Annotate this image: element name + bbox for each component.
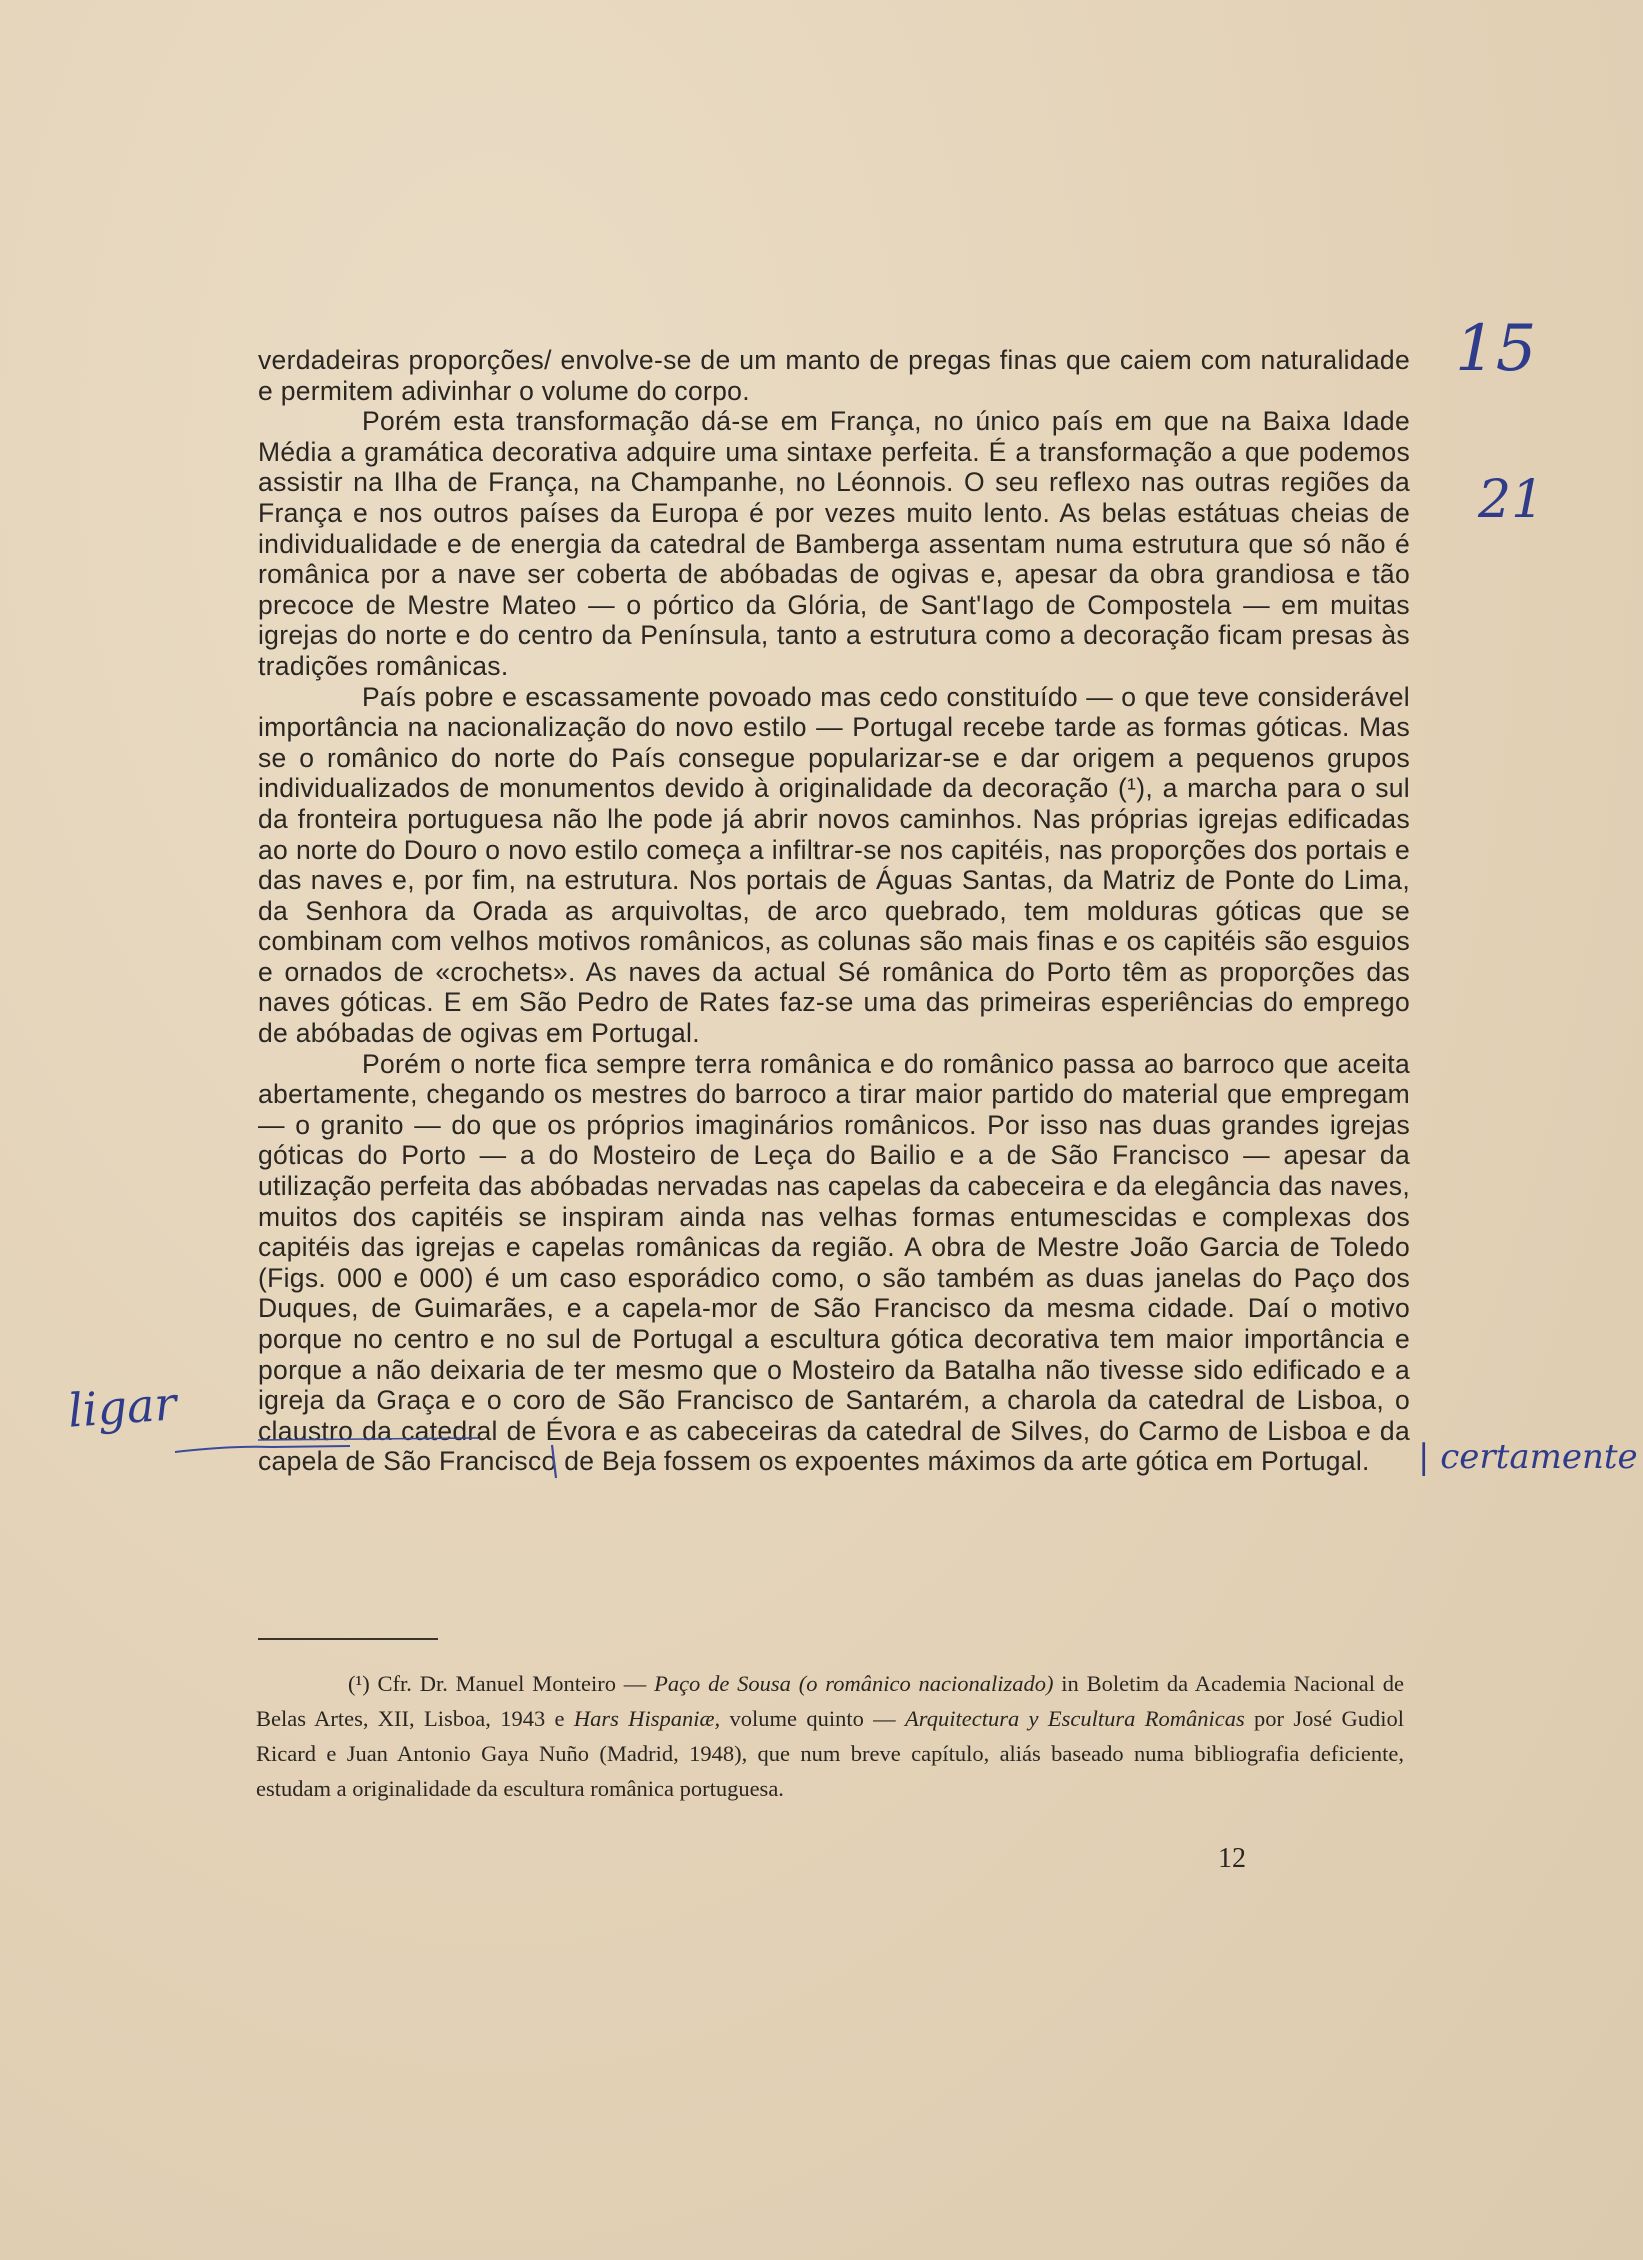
handwritten-note-right: | certamente bbox=[1418, 1437, 1638, 1477]
footnote-title-1: Paço de Sousa (o românico nacionalizado) bbox=[654, 1671, 1054, 1696]
paragraph-1: verdadeiras proporções/ envolve-se de um manto de pregas finas que caiem com naturalidade e permitem adivinhar o volume do corpo. bbox=[258, 345, 1410, 406]
footnote-tail: por José Gudiol Ricard e Juan Antonio Gaya Nuño (Madrid, 1948), que num breve capítulo, aliás baseado numa bibliografia deficiente, estudam a originalidade da escultura românica portuguesa. bbox=[256, 1706, 1404, 1801]
footnote-mid-2: volume quinto — bbox=[720, 1706, 906, 1731]
footnote-mid-1: in Boletim da Academia Nacional de Belas Artes, XII, Lisboa, 1943 e bbox=[256, 1671, 1405, 1731]
footnote-1 bbox=[256, 1666, 1404, 1806]
handwritten-mark-top-right: 15 bbox=[1455, 312, 1537, 386]
footnote-lead: (¹) Cfr. Dr. Manuel Monteiro — bbox=[348, 1671, 655, 1696]
footnotes bbox=[256, 1666, 1404, 1806]
handwritten-mark-right: 21 bbox=[1478, 470, 1545, 530]
paragraph-3: País pobre e escassamente povoado mas cedo constituído — o que teve considerável importância na nacionalização do novo estilo — Portugal recebe tarde as formas góticas. Mas se o românico do norte do País consegue popularizar-se e dar origem a pequenos grupos individualizados de monumentos devido à originalidade da decoração (¹), a marcha para o sul da fronteira portuguesa não lhe pode já abrir novos caminhos. Nas próprias igrejas edificadas ao norte do Douro o novo estilo começa a infiltrar-se nos capitéis, nas proporções dos portais e das naves e, por fim, na estrutura. Nos portais de Águas Santas, da Matriz de Ponte do Lima, da Senhora da Orada as arquivoltas, de arco quebrado, tem molduras góticas que se combinam com velhos motivos românicos, as colunas são mais finas e os capitéis são esguios e ornados de «crochets». As naves da actual Sé românica do Porto têm as proporções das naves góticas. E em São Pedro de Rates faz-se uma das primeiras esperiências do emprego de abóbadas de ogivas em Portugal. bbox=[258, 681, 1410, 1049]
body-text bbox=[258, 345, 1410, 1477]
handwritten-note-left: ligar bbox=[66, 1376, 179, 1438]
footnote-divider bbox=[258, 1638, 438, 1640]
paragraph-2: Porém esta transformação dá-se em França, no único país em que na Baixa Idade Média a gramática decorativa adquire uma sintaxe perfeita. É a transformação a que podemos assistir na Ilha de França, na Champanhe, no Léonnois. O seu reflexo nas outras regiões da França e nos outros países da Europa é por vezes muito lento. As belas estátuas cheias de individualidade e de energia da catedral de Bamberga assentam numa estrutura que só não é românica por a nave ser coberta de abóbadas de ogivas e, apesar da obra grandiosa e tão precoce de Mestre Mateo — o pórtico da Glória, de Sant'Iago de Compostela — em muitas igrejas do norte e do centro da Península, tanto a estrutura como a decoração ficam presas às tradições românicas. bbox=[258, 406, 1410, 681]
page-number: 12 bbox=[1218, 1843, 1246, 1874]
footnote-title-2: Hars Hispaniæ, bbox=[573, 1706, 721, 1731]
paragraph-4: Porém o norte fica sempre terra românica e do românico passa ao barroco que aceita abertamente, chegando os mestres do barroco a tirar maior partido do material que empregam — o granito — do que os próprios imaginários românicos. Por isso nas duas grandes igrejas góticas do Porto — a do Mosteiro de Leça do Bailio e a de São Francisco — apesar da utilização perfeita das abóbadas nervadas nas capelas da cabeceira e da elegância das naves, muitos dos capitéis se inspiram ainda nas velhas formas entumescidas e complexas dos capitéis das igrejas e capelas românicas da região. A obra de Mestre João Garcia de Toledo (Figs. 000 e 000) é um caso esporádico como, o são também as duas janelas do Paço dos Duques, de Guimarães, e a capela-mor de São Francisco da mesma cidade. Daí o motivo porque no centro e no sul de Portugal a escultura gótica decorativa tem maior importância e porque a não deixaria de ter mesmo que o Mosteiro da Batalha não tivesse sido edificado e a igreja da Graça e o coro de São Francisco de Santarém, a charola da catedral de Lisboa, o claustro da catedral de Évora e as cabeceiras da catedral de Silves, do Carmo de Lisboa e da capela de São Francisco de Beja fossem os expoentes máximos da arte gótica em Portugal. bbox=[258, 1048, 1410, 1477]
footnote-title-3: Arquitectura y Escultura Românicas bbox=[905, 1706, 1245, 1731]
